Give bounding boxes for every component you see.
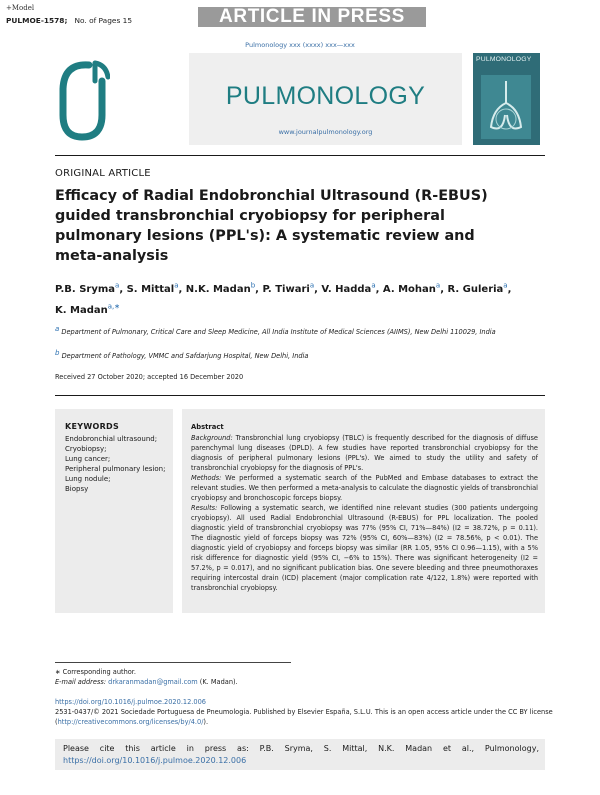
corresponding-author-note: ∗ Corresponding author. <box>55 668 137 676</box>
article-in-press-banner: ARTICLE IN PRESS <box>198 7 426 27</box>
keywords-heading: KEYWORDS <box>65 422 120 431</box>
abstract-methods: Methods: We performed a systematic search of the PubMed and Embase databases to extract the relevant studies. We then performed a meta-analysis to calculate the diagnostic yields of transbronchial cryobiopsy and bronchoscopic forceps biopsy. <box>191 474 538 502</box>
cite-text: Please cite this article in press as: P.B. Sryma, S. Mittal, N.K. Madan et al., Pulmonology, https://doi.org/10.1016/j.pulmoe.2020.12.006 <box>63 744 539 765</box>
copyright-notice: 2531-0437/© 2021 Sociedade Portuguesa de Pneumologia. Published by Elsevier España, S.L.U. This is an open access article under the CC BY license (http://creativecommons.org/licenses/by/4.0/). <box>55 708 553 726</box>
journal-citation-line[interactable]: Pulmonology xxx (xxxx) xxx—xxx <box>245 41 355 49</box>
journal-cover-thumbnail <box>473 53 540 145</box>
doi-link[interactable]: https://doi.org/10.1016/j.pulmoe.2020.12.006 <box>55 698 206 706</box>
author: P.B. Sryma$^a$, <box>55 282 127 296</box>
author: R. Guleria$^a$, <box>447 282 512 296</box>
article-title: Efficacy of Radial Endobronchial Ultrasound (R-EBUS) guided transbronchial cryobiopsy for peripheral pulmonary lesions (PPL's): A systematic review and meta-analysis <box>55 188 488 264</box>
author: S. Mittal$^a$, <box>126 282 186 296</box>
journal-title: PULMONOLOGY <box>225 82 426 110</box>
license-link[interactable]: http://creativecommons.org/licenses/by/4.0/ <box>57 718 204 726</box>
dates-divider <box>55 395 545 396</box>
author: P. Tiwari$^a$, <box>262 282 322 296</box>
author: K. Madan$^{a,∗}$ <box>55 302 121 316</box>
keyword-item: Biopsy <box>65 485 89 493</box>
manuscript-id: PULMOE-1578; <box>6 16 68 25</box>
author: V. Hadda$^a$, <box>321 282 383 296</box>
header-divider <box>55 155 545 156</box>
manuscript-code <box>6 16 132 25</box>
received-dates: Received 27 October 2020; accepted 16 December 2020 <box>55 373 244 381</box>
cover-title: PULMONOLOGY <box>476 56 532 63</box>
author: N.K. Madan$^b$, <box>185 282 263 296</box>
abstract-background: Background: Transbronchial lung cryobiopsy (TBLC) is frequently described for the diagnosis of diffuse parenchymal lung diseases (DPLD). A few studies have reported transbronchial cryobiopsy for the diagnosis of peripheral pulmonary lesions (PPL's). We aimed to study the utility and safety of transbronchial cryobiopsy for the diagnosis of PPL's. <box>191 434 538 472</box>
abstract-results: Results: Following a systematic search, we identified nine relevant studies (300 patients undergoing cryobiopsy). All used Radial Endobronchial Ultrasound (R-EBUS) for PPL localization. The pooled diagnostic yield of transbronchial cryobiopsy was 77% (95% CI, 71%—84%) (I2 = 38.72%, p = 0.11). The diagnostic yield of forceps biopsy was 72% (95% CI, 60%—83%) (I2 = 78.56%, p < 0.01). The diagnostic yield of cryobiopsy and forceps biopsy was similar (RR 1.05, 95% CI 0.96—1.15), with a 5% risk difference for diagnostic yield (95% CI, −6% to 15%). There was significant heterogeneity (I2 = 57.2%, p = 0.017), and no significant publication bias. One severe bleeding and three pneumothoraxes requiring intercostal drain (ICD) placement (major complication rate 4/122, 1.8%) were reported with transbronchial cryobiopsy. <box>191 504 538 592</box>
keyword-item: Endobronchial ultrasound; <box>65 435 158 443</box>
cite-doi-link[interactable]: https://doi.org/10.1016/j.pulmoe.2020.12.006 <box>63 756 247 765</box>
keyword-item: Peripheral pulmonary lesion; <box>65 465 166 473</box>
author: A. Mohan$^a$, <box>382 282 448 296</box>
keyword-item: Lung cancer; <box>65 455 111 463</box>
article-type: ORIGINAL ARTICLE <box>55 168 151 179</box>
footnote-divider <box>55 662 291 663</box>
keyword-item: Cryobiopsy; <box>65 445 107 453</box>
abstract-body <box>191 433 538 593</box>
journal-logo-icon <box>58 59 110 141</box>
page-count: No. of Pages 15 <box>74 16 133 25</box>
abstract-heading: Abstract <box>191 423 224 431</box>
affiliation: $^a$ Department of Pulmonary, Critical Care and Sleep Medicine, All India Institute of Medical Sciences (AIIMS), New Delhi 110029, India <box>55 325 496 337</box>
keyword-item: Lung nodule; <box>65 475 111 483</box>
author-list <box>55 278 525 319</box>
email-link[interactable]: drkaranmadan@gmail.com <box>108 678 198 686</box>
journal-url-link[interactable]: www.journalpulmonology.org <box>278 128 373 136</box>
model-label: +Model <box>6 4 35 12</box>
keywords-list <box>65 434 169 494</box>
cover-artwork-icon <box>481 75 531 139</box>
email-note: E-mail address: drkaranmadan@gmail.com (K. Madan). <box>55 678 238 686</box>
affiliation: $^b$ Department of Pathology, VMMC and Safdarjung Hospital, New Delhi, India <box>55 349 309 361</box>
